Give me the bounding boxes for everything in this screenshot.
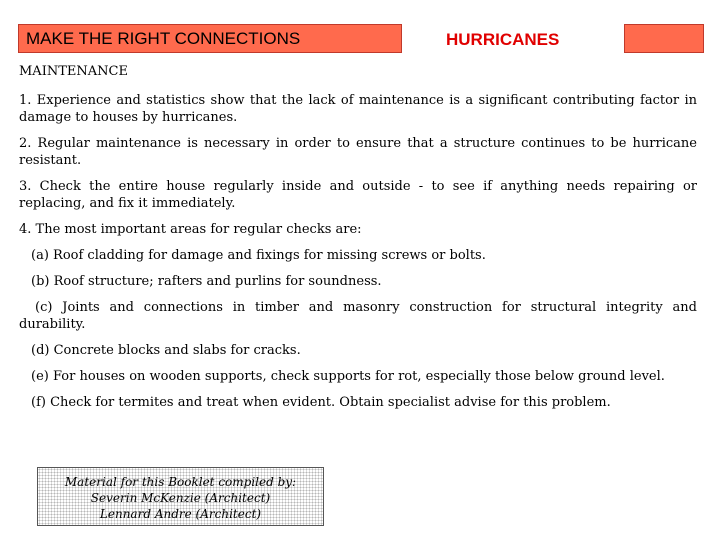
maintenance-section: [19, 63, 697, 420]
check-item-c: (c) Joints and connections in timber and masonry construction for structural integrity and durability.: [19, 300, 697, 332]
check-item-a: (a) Roof cladding for damage and fixings for missing screws or bolts.: [31, 248, 486, 263]
paragraph-2: 2. Regular maintenance is necessary in order to ensure that a structure continues to be hurricane resistant.: [19, 136, 697, 168]
header-banner: [18, 24, 402, 53]
check-item-e: (e) For houses on wooden supports, check supports for rot, especially those below ground level.: [31, 369, 665, 384]
corner-accent-box: [624, 24, 704, 53]
credit-line-3: Lennard Andre (Architect): [99, 507, 262, 521]
check-item-b: (b) Roof structure; rafters and purlins for soundness.: [31, 274, 382, 289]
check-item-d: (d) Concrete blocks and slabs for cracks.: [31, 343, 301, 358]
paragraph-3: 3. Check the entire house regularly inside and outside - to see if anything needs repairing or replacing, and fix it immediately.: [19, 179, 697, 211]
section-title: MAINTENANCE: [19, 64, 128, 79]
credit-line-1: Material for this Booklet compiled by:: [64, 475, 297, 489]
banner-title: MAKE THE RIGHT CONNECTIONS: [26, 29, 301, 48]
check-item-f: (f) Check for termites and treat when evident. Obtain specialist advise for this problem.: [31, 395, 611, 410]
paragraph-1: 1. Experience and statistics show that the lack of maintenance is a significant contributing factor in damage to houses by hurricanes.: [19, 93, 697, 125]
paragraph-4: 4. The most important areas for regular checks are:: [19, 222, 362, 237]
topic-title: HURRICANES: [446, 30, 560, 49]
credit-box: [37, 467, 324, 526]
credit-line-2: Severin McKenzie (Architect): [90, 491, 271, 505]
